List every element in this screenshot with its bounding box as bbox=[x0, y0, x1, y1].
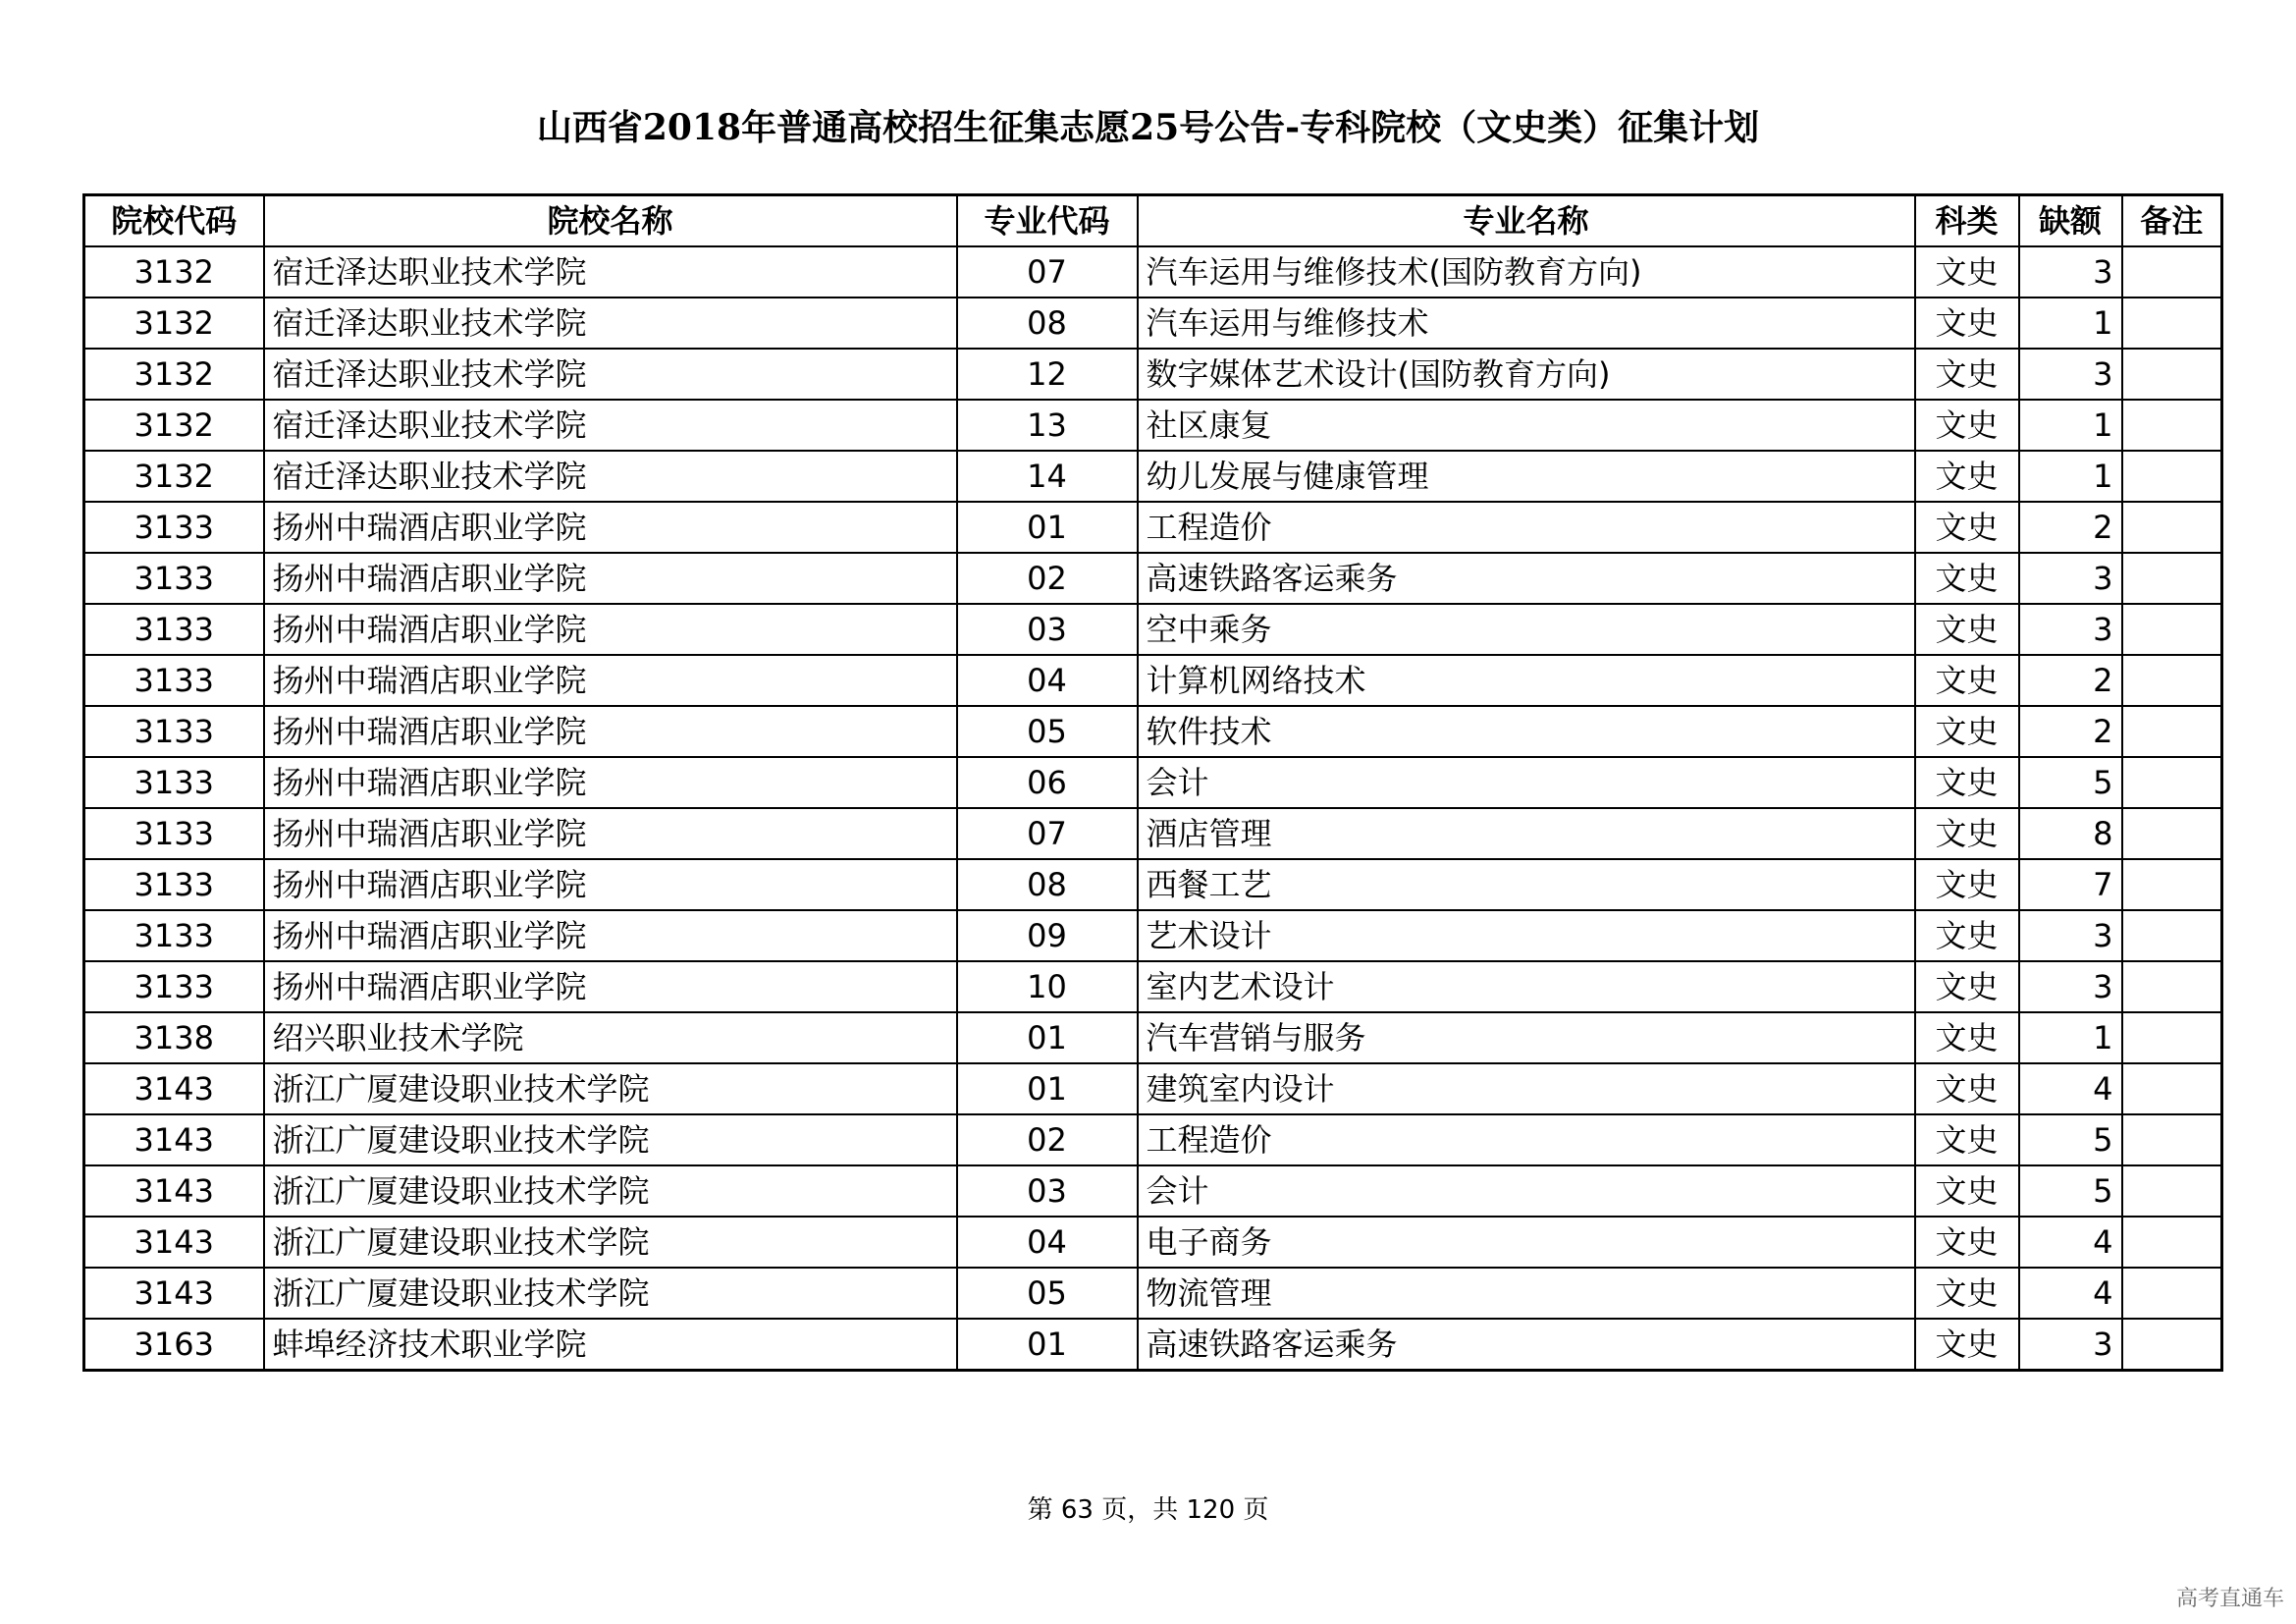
cell-school-code: 3143 bbox=[84, 1268, 264, 1319]
table-row bbox=[84, 859, 2222, 910]
cell-category: 文史 bbox=[1915, 604, 2019, 655]
cell-school-name: 浙江广厦建设职业技术学院 bbox=[264, 1063, 957, 1114]
cell-remark bbox=[2122, 910, 2222, 961]
cell-major-code: 07 bbox=[957, 808, 1138, 859]
cell-category: 文史 bbox=[1915, 502, 2019, 553]
cell-quota: 1 bbox=[2019, 451, 2122, 502]
cell-major-code: 07 bbox=[957, 246, 1138, 298]
cell-category: 文史 bbox=[1915, 246, 2019, 298]
table-row bbox=[84, 400, 2222, 451]
cell-school-code: 3133 bbox=[84, 910, 264, 961]
table-row bbox=[84, 349, 2222, 400]
cell-quota: 3 bbox=[2019, 961, 2122, 1012]
cell-school-name: 扬州中瑞酒店职业学院 bbox=[264, 604, 957, 655]
table-row bbox=[84, 604, 2222, 655]
cell-school-code: 3132 bbox=[84, 349, 264, 400]
cell-school-name: 宿迁泽达职业技术学院 bbox=[264, 349, 957, 400]
cell-school-code: 3143 bbox=[84, 1063, 264, 1114]
cell-school-code: 3133 bbox=[84, 706, 264, 757]
cell-remark bbox=[2122, 859, 2222, 910]
cell-school-code: 3133 bbox=[84, 502, 264, 553]
cell-school-name: 扬州中瑞酒店职业学院 bbox=[264, 910, 957, 961]
cell-school-code: 3133 bbox=[84, 961, 264, 1012]
cell-category: 文史 bbox=[1915, 298, 2019, 349]
cell-school-code: 3163 bbox=[84, 1319, 264, 1371]
cell-major-name: 电子商务 bbox=[1138, 1217, 1915, 1268]
cell-major-name: 汽车运用与维修技术 bbox=[1138, 298, 1915, 349]
cell-school-name: 浙江广厦建设职业技术学院 bbox=[264, 1268, 957, 1319]
table-row bbox=[84, 808, 2222, 859]
table-row bbox=[84, 502, 2222, 553]
cell-quota: 3 bbox=[2019, 553, 2122, 604]
cell-quota: 4 bbox=[2019, 1217, 2122, 1268]
cell-quota: 3 bbox=[2019, 910, 2122, 961]
cell-quota: 7 bbox=[2019, 859, 2122, 910]
cell-major-name: 幼儿发展与健康管理 bbox=[1138, 451, 1915, 502]
cell-major-code: 02 bbox=[957, 1114, 1138, 1165]
cell-school-name: 扬州中瑞酒店职业学院 bbox=[264, 706, 957, 757]
cell-school-name: 宿迁泽达职业技术学院 bbox=[264, 246, 957, 298]
cell-category: 文史 bbox=[1915, 400, 2019, 451]
cell-major-name: 软件技术 bbox=[1138, 706, 1915, 757]
cell-major-code: 01 bbox=[957, 1319, 1138, 1371]
cell-major-code: 14 bbox=[957, 451, 1138, 502]
cell-remark bbox=[2122, 1063, 2222, 1114]
cell-quota: 2 bbox=[2019, 706, 2122, 757]
table-row bbox=[84, 910, 2222, 961]
table-row bbox=[84, 451, 2222, 502]
cell-quota: 5 bbox=[2019, 757, 2122, 808]
table-row bbox=[84, 553, 2222, 604]
cell-quota: 4 bbox=[2019, 1268, 2122, 1319]
cell-major-name: 物流管理 bbox=[1138, 1268, 1915, 1319]
cell-major-code: 12 bbox=[957, 349, 1138, 400]
cell-major-name: 工程造价 bbox=[1138, 502, 1915, 553]
page-number: 第 63 页，共 120 页 bbox=[1027, 1495, 1269, 1525]
table-row bbox=[84, 1114, 2222, 1165]
table-row bbox=[84, 1012, 2222, 1063]
cell-major-name: 高速铁路客运乘务 bbox=[1138, 553, 1915, 604]
cell-category: 文史 bbox=[1915, 1165, 2019, 1217]
cell-major-code: 01 bbox=[957, 502, 1138, 553]
table-header-row bbox=[84, 195, 2222, 247]
header-remark: 备注 bbox=[2122, 195, 2222, 247]
enrollment-plan-table bbox=[82, 193, 2223, 1372]
cell-school-code: 3133 bbox=[84, 655, 264, 706]
cell-quota: 3 bbox=[2019, 349, 2122, 400]
header-school-name: 院校名称 bbox=[264, 195, 957, 247]
cell-school-code: 3133 bbox=[84, 859, 264, 910]
cell-remark bbox=[2122, 706, 2222, 757]
document-title: 山西省2018年普通高校招生征集志愿25号公告-专科院校（文史类）征集计划 bbox=[536, 107, 1760, 148]
table-row bbox=[84, 1217, 2222, 1268]
cell-category: 文史 bbox=[1915, 655, 2019, 706]
cell-major-code: 02 bbox=[957, 553, 1138, 604]
cell-major-code: 08 bbox=[957, 298, 1138, 349]
cell-school-code: 3138 bbox=[84, 1012, 264, 1063]
cell-category: 文史 bbox=[1915, 706, 2019, 757]
cell-quota: 3 bbox=[2019, 1319, 2122, 1371]
cell-category: 文史 bbox=[1915, 451, 2019, 502]
cell-major-code: 03 bbox=[957, 604, 1138, 655]
cell-major-name: 西餐工艺 bbox=[1138, 859, 1915, 910]
cell-category: 文史 bbox=[1915, 1114, 2019, 1165]
cell-school-name: 蚌埠经济技术职业学院 bbox=[264, 1319, 957, 1371]
cell-major-code: 05 bbox=[957, 706, 1138, 757]
cell-school-code: 3132 bbox=[84, 400, 264, 451]
cell-category: 文史 bbox=[1915, 1217, 2019, 1268]
cell-remark bbox=[2122, 1217, 2222, 1268]
cell-quota: 2 bbox=[2019, 502, 2122, 553]
cell-major-name: 室内艺术设计 bbox=[1138, 961, 1915, 1012]
cell-category: 文史 bbox=[1915, 1268, 2019, 1319]
cell-remark bbox=[2122, 808, 2222, 859]
cell-remark bbox=[2122, 1165, 2222, 1217]
cell-major-code: 04 bbox=[957, 655, 1138, 706]
watermark: 高考直通车 bbox=[2175, 1587, 2284, 1611]
table-row bbox=[84, 757, 2222, 808]
header-major-name: 专业名称 bbox=[1138, 195, 1915, 247]
table-row bbox=[84, 298, 2222, 349]
table-row bbox=[84, 246, 2222, 298]
cell-major-code: 01 bbox=[957, 1012, 1138, 1063]
cell-remark bbox=[2122, 246, 2222, 298]
cell-major-name: 汽车营销与服务 bbox=[1138, 1012, 1915, 1063]
cell-school-code: 3143 bbox=[84, 1165, 264, 1217]
cell-category: 文史 bbox=[1915, 1012, 2019, 1063]
cell-quota: 1 bbox=[2019, 298, 2122, 349]
cell-remark bbox=[2122, 298, 2222, 349]
cell-school-code: 3143 bbox=[84, 1114, 264, 1165]
cell-category: 文史 bbox=[1915, 1063, 2019, 1114]
cell-category: 文史 bbox=[1915, 553, 2019, 604]
cell-major-code: 13 bbox=[957, 400, 1138, 451]
cell-category: 文史 bbox=[1915, 808, 2019, 859]
cell-major-name: 数字媒体艺术设计(国防教育方向) bbox=[1138, 349, 1915, 400]
cell-major-code: 03 bbox=[957, 1165, 1138, 1217]
cell-category: 文史 bbox=[1915, 1319, 2019, 1371]
cell-remark bbox=[2122, 1114, 2222, 1165]
cell-remark bbox=[2122, 655, 2222, 706]
cell-quota: 3 bbox=[2019, 604, 2122, 655]
cell-major-code: 06 bbox=[957, 757, 1138, 808]
table-row bbox=[84, 961, 2222, 1012]
cell-category: 文史 bbox=[1915, 961, 2019, 1012]
table-row bbox=[84, 1165, 2222, 1217]
header-major-code: 专业代码 bbox=[957, 195, 1138, 247]
cell-school-name: 扬州中瑞酒店职业学院 bbox=[264, 859, 957, 910]
cell-category: 文史 bbox=[1915, 910, 2019, 961]
cell-major-name: 空中乘务 bbox=[1138, 604, 1915, 655]
cell-school-name: 扬州中瑞酒店职业学院 bbox=[264, 961, 957, 1012]
cell-major-name: 计算机网络技术 bbox=[1138, 655, 1915, 706]
cell-quota: 3 bbox=[2019, 246, 2122, 298]
cell-major-code: 10 bbox=[957, 961, 1138, 1012]
header-school-code: 院校代码 bbox=[84, 195, 264, 247]
cell-remark bbox=[2122, 349, 2222, 400]
cell-major-name: 会计 bbox=[1138, 1165, 1915, 1217]
cell-major-name: 社区康复 bbox=[1138, 400, 1915, 451]
cell-remark bbox=[2122, 451, 2222, 502]
cell-quota: 8 bbox=[2019, 808, 2122, 859]
cell-school-code: 3143 bbox=[84, 1217, 264, 1268]
cell-remark bbox=[2122, 604, 2222, 655]
cell-major-name: 建筑室内设计 bbox=[1138, 1063, 1915, 1114]
cell-school-name: 扬州中瑞酒店职业学院 bbox=[264, 502, 957, 553]
cell-remark bbox=[2122, 1319, 2222, 1371]
table-row bbox=[84, 1319, 2222, 1371]
cell-school-name: 扬州中瑞酒店职业学院 bbox=[264, 757, 957, 808]
cell-school-code: 3132 bbox=[84, 246, 264, 298]
cell-quota: 2 bbox=[2019, 655, 2122, 706]
cell-category: 文史 bbox=[1915, 349, 2019, 400]
cell-school-name: 扬州中瑞酒店职业学院 bbox=[264, 553, 957, 604]
cell-major-code: 09 bbox=[957, 910, 1138, 961]
cell-school-code: 3132 bbox=[84, 298, 264, 349]
cell-remark bbox=[2122, 757, 2222, 808]
cell-school-code: 3133 bbox=[84, 553, 264, 604]
cell-remark bbox=[2122, 961, 2222, 1012]
table-body bbox=[84, 246, 2222, 1371]
header-quota: 缺额 bbox=[2019, 195, 2122, 247]
cell-school-name: 浙江广厦建设职业技术学院 bbox=[264, 1165, 957, 1217]
cell-school-name: 浙江广厦建设职业技术学院 bbox=[264, 1114, 957, 1165]
cell-remark bbox=[2122, 1012, 2222, 1063]
cell-school-name: 宿迁泽达职业技术学院 bbox=[264, 400, 957, 451]
cell-category: 文史 bbox=[1915, 859, 2019, 910]
cell-school-name: 扬州中瑞酒店职业学院 bbox=[264, 808, 957, 859]
cell-major-name: 汽车运用与维修技术(国防教育方向) bbox=[1138, 246, 1915, 298]
table-row bbox=[84, 1063, 2222, 1114]
cell-quota: 5 bbox=[2019, 1114, 2122, 1165]
cell-school-code: 3133 bbox=[84, 604, 264, 655]
cell-major-code: 04 bbox=[957, 1217, 1138, 1268]
table-row bbox=[84, 706, 2222, 757]
cell-quota: 1 bbox=[2019, 400, 2122, 451]
cell-major-code: 05 bbox=[957, 1268, 1138, 1319]
cell-school-code: 3132 bbox=[84, 451, 264, 502]
cell-remark bbox=[2122, 553, 2222, 604]
cell-school-name: 浙江广厦建设职业技术学院 bbox=[264, 1217, 957, 1268]
cell-school-name: 绍兴职业技术学院 bbox=[264, 1012, 957, 1063]
cell-remark bbox=[2122, 400, 2222, 451]
cell-quota: 4 bbox=[2019, 1063, 2122, 1114]
cell-major-name: 会计 bbox=[1138, 757, 1915, 808]
cell-remark bbox=[2122, 502, 2222, 553]
cell-school-code: 3133 bbox=[84, 808, 264, 859]
table-row bbox=[84, 655, 2222, 706]
cell-school-name: 宿迁泽达职业技术学院 bbox=[264, 298, 957, 349]
cell-quota: 5 bbox=[2019, 1165, 2122, 1217]
cell-major-name: 艺术设计 bbox=[1138, 910, 1915, 961]
cell-quota: 1 bbox=[2019, 1012, 2122, 1063]
cell-school-name: 宿迁泽达职业技术学院 bbox=[264, 451, 957, 502]
cell-major-code: 01 bbox=[957, 1063, 1138, 1114]
cell-school-name: 扬州中瑞酒店职业学院 bbox=[264, 655, 957, 706]
header-category: 科类 bbox=[1915, 195, 2019, 247]
cell-major-name: 酒店管理 bbox=[1138, 808, 1915, 859]
cell-major-name: 高速铁路客运乘务 bbox=[1138, 1319, 1915, 1371]
cell-remark bbox=[2122, 1268, 2222, 1319]
cell-major-name: 工程造价 bbox=[1138, 1114, 1915, 1165]
cell-major-code: 08 bbox=[957, 859, 1138, 910]
cell-category: 文史 bbox=[1915, 757, 2019, 808]
table-row bbox=[84, 1268, 2222, 1319]
cell-school-code: 3133 bbox=[84, 757, 264, 808]
